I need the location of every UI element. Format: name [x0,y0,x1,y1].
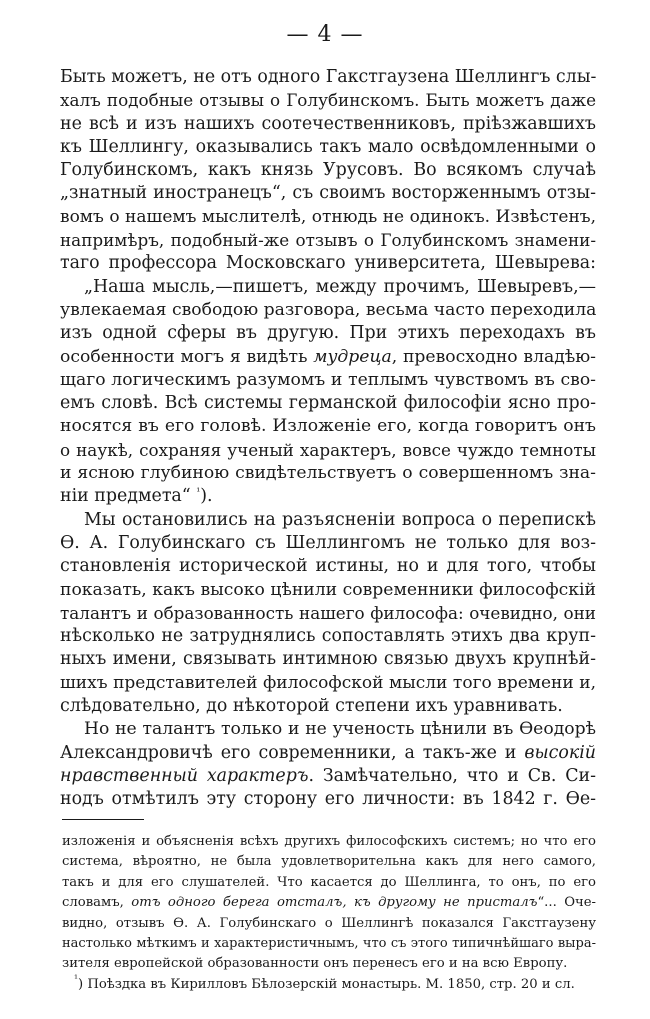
text-line [60,322,596,345]
text-segment: нодъ отмѣтилъ эту сторону его личности: въ 1842 г. Ѳе- [60,789,596,810]
text-line [60,695,596,718]
text-line [60,136,596,159]
text-segment: настолько мѣткимъ и характеристичнымъ, что съ этого типичнѣйшаго выра- [62,935,596,951]
text-line [60,113,596,136]
text-segment: и ясною глубиною свидѣтельствуетъ о совершенномъ зна- [60,463,596,484]
text-segment: халъ подобные отзывы о Голубинскомъ. Быть можетъ даже [60,90,596,111]
footnote-marker: ¹ [74,973,79,985]
italic-text: высокій [524,742,596,763]
text-line [60,206,596,229]
text-segment: о наукѣ, сохраняя ученый характеръ, вовсе чуждо темноты [60,439,596,460]
text-segment: къ Шеллингу, оказывались такъ мало освѣдомленными о [60,136,596,157]
text-line [60,252,596,275]
text-segment: такъ и для его слушателей. Что касается до Шеллинга, то онъ, по его [62,874,596,890]
italic-text: нравственный характеръ [60,765,309,786]
text-line [60,276,596,299]
text-segment: Голубинскомъ, какъ князь Урусовъ. Во всякомъ случаѣ [60,160,596,181]
text-line [60,718,596,741]
text-segment: таго профессора Московскаго университета, Шевырева: [60,253,596,274]
text-line [60,648,596,671]
text-segment: Мы остановились на разъясненіи вопроса о перепискѣ [84,509,596,530]
text-line [60,462,596,485]
footnote-divider [62,819,144,820]
footnote-line [62,832,596,852]
text-segment: не всѣ и изъ нашихъ соотечественниковъ, пріѣзжавшихъ [60,113,596,134]
text-line [60,299,596,322]
text-line [60,509,596,532]
text-segment: . Замѣчательно, что и Св. Си- [308,765,596,786]
page-number: — 4 — [286,22,364,47]
text-segment: „Наша мысль,—пишетъ, между прочимъ, Шевыревъ,— [84,276,596,297]
text-line [60,579,596,602]
text-segment: изложенія и объясненія всѣхъ другихъ философскихъ системъ; но что его [62,834,596,849]
text-segment: Быть можетъ, не отъ одного Гакстгаузена Шеллингъ слы- [60,67,597,87]
text-line [60,159,596,182]
text-segment: видно, отзывъ Ѳ. А. Голубинскаго о Шеллингѣ показался Гакстгаузену [62,915,596,931]
text-segment: носятся въ его головѣ. Изложеніе его, когда говоритъ онъ [60,416,596,437]
text-segment: ныхъ имени, связывать интимною связью двухъ крупнѣй- [60,649,596,670]
text-line [60,346,596,369]
text-line [60,369,596,392]
text-segment: , превосходно владѣю- [391,346,596,367]
footnote-line [62,893,596,913]
footnote-1 [62,975,596,995]
text-line [60,555,596,578]
text-line [60,765,596,788]
text-line [60,485,596,508]
text-segment: Александровичѣ его современники, а такъ-же и [60,742,525,763]
text-segment: система, вѣроятно, не была удовлетворительна какъ для него самого, [62,854,596,870]
text-line [60,392,596,415]
text-segment: ніи предмета“ [60,486,197,507]
footnote-line [62,934,596,954]
footnote-line [62,954,596,974]
text-line [60,742,596,765]
text-line [60,415,596,438]
text-line [60,89,596,112]
main-text [60,66,596,812]
text-segment: нѣсколько не затруднялись сопоставлять этихъ два круп- [60,626,596,647]
italic-text: отъ одного берега отсталъ, къ другому не присталъ [131,895,538,911]
text-segment: зителя европейской образованности онъ перенесъ его и на всю Европу. [62,956,568,972]
text-line [60,532,596,555]
text-line [60,66,596,89]
text-segment: увлекаемая свободою разговора, весьма часто переходила [60,299,597,320]
text-line [60,602,596,625]
text-segment: показать, какъ высоко цѣнили современники философскій [60,579,596,600]
text-segment: становленія исторической истины, но и для того, чтобы [60,556,596,577]
text-segment: ). [200,486,213,507]
text-line [60,625,596,648]
text-line [60,788,596,811]
footnote-line [62,852,596,872]
text-line [60,672,596,695]
text-segment: „знатный иностранецъ“, съ своимъ восторженнымъ отзы- [60,183,596,204]
text-line [60,229,596,252]
footnote-line [62,873,596,893]
text-segment: вомъ о нашемъ мыслителѣ, отнюдь не одинокъ. Извѣстенъ, [60,206,596,227]
text-segment: шихъ представителей философской мысли того времени и, [60,672,596,693]
text-segment: слѣдовательно, до нѣкоторой степени ихъ уравнивать. [60,696,563,717]
text-segment: Ѳ. А. Голубинскаго съ Шеллингомъ не только для воз- [60,532,596,553]
text-segment: щаго логическимъ разумомъ и теплымъ чувствомъ въ сво- [60,369,596,390]
text-segment: напримѣръ, подобный-же отзывъ о Голубинскомъ знамени- [60,230,596,251]
text-segment: Но не талантъ только и не ученость цѣнили въ Ѳеодорѣ [84,719,596,740]
text-line [60,439,596,462]
text-segment: талантъ и образованность нашего философа: очевидно, они [60,602,596,623]
footnote-marker: ¹ [196,487,201,499]
text-line [60,182,596,205]
text-segment: особенности могъ я видѣть [60,346,314,367]
text-segment: изъ одной сферы въ другую. При этихъ переходахъ въ [60,323,596,344]
italic-text: мудреца [313,346,392,367]
footnote-line [62,914,596,934]
footnotes [62,832,596,995]
text-segment: “... Оче- [537,895,596,911]
text-segment: ) Поѣздка въ Кирилловъ Бѣлозерскій монастырь. М. 1850, стр. 20 и сл. [78,976,575,992]
text-segment: словамъ, [62,895,132,911]
text-segment: емъ словѣ. Всѣ системы германской философіи ясно про- [60,393,596,414]
